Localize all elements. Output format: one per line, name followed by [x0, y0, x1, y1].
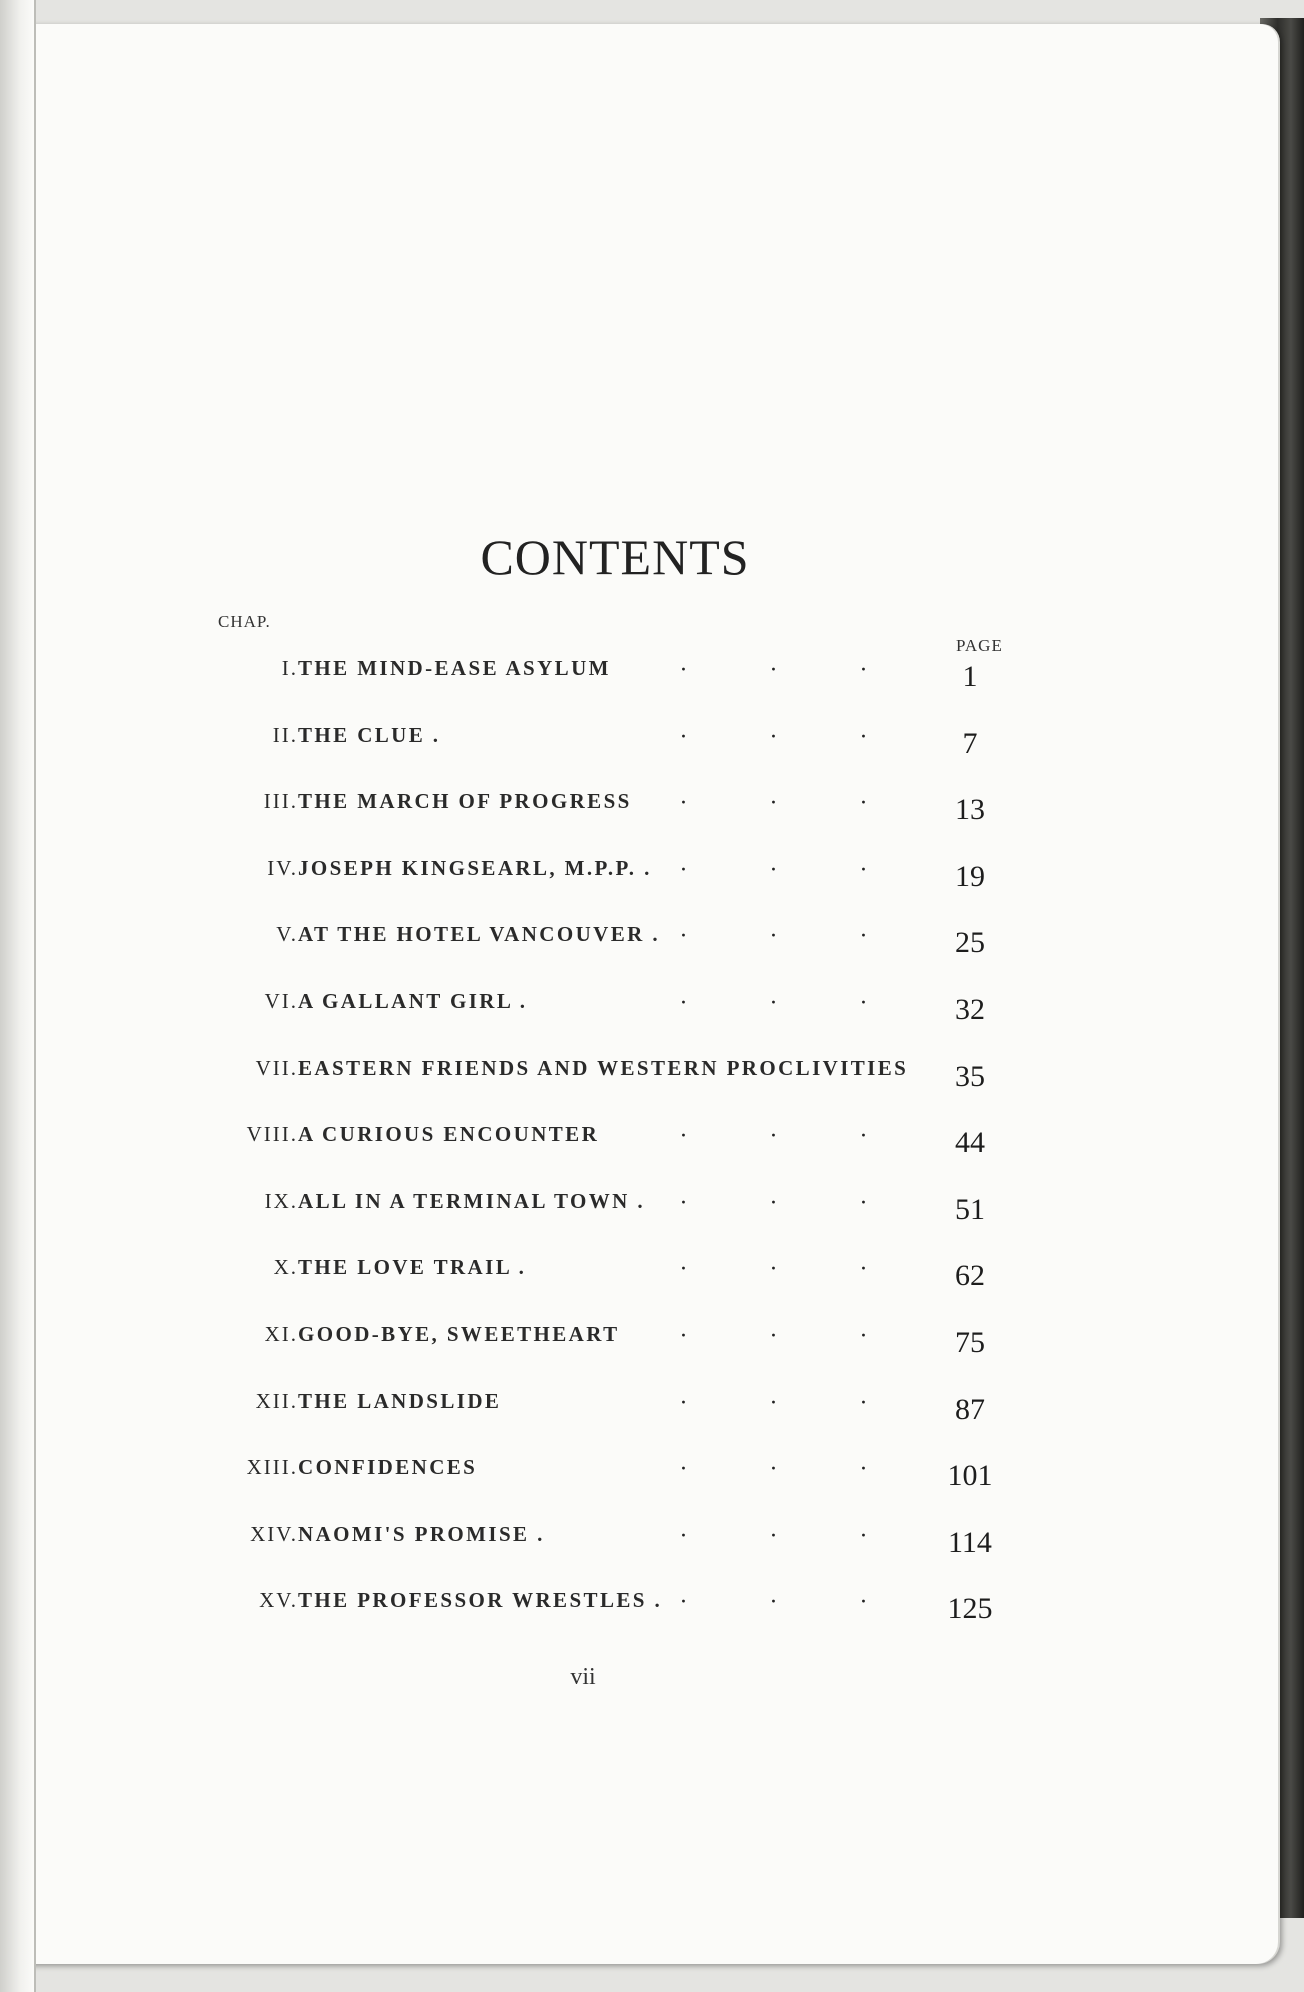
leader-dot: ·: [860, 1523, 867, 1549]
chapter-number: VI.: [264, 988, 298, 1013]
chapter-title: ALL IN A TERMINAL TOWN .: [298, 1188, 646, 1213]
toc-row: [0, 1389, 1252, 1456]
page-title: CONTENTS: [480, 529, 750, 585]
toc-row: [0, 989, 1252, 1056]
toc-row: [0, 723, 1252, 790]
leader-dot: ·: [680, 658, 687, 683]
leader-dot: ·: [680, 1523, 687, 1549]
leader-dot: ·: [770, 857, 777, 883]
leader-dot: ·: [860, 724, 867, 750]
chapter-title: A GALLANT GIRL .: [298, 988, 528, 1013]
leader-dot: ·: [680, 1190, 687, 1216]
toc-row: [0, 1122, 1252, 1189]
leader-dot: ·: [770, 1523, 777, 1549]
leader-dot: ·: [860, 1323, 867, 1349]
page-column-label: PAGE: [956, 636, 1003, 655]
chapter-title: CONFIDENCES: [298, 1455, 478, 1480]
chapter-title: A CURIOUS ENCOUNTER: [298, 1122, 600, 1147]
toc-row: [0, 922, 1252, 989]
leader-dot: ·: [770, 1590, 777, 1616]
toc-row: [0, 789, 1252, 856]
page-folio: vii: [570, 1664, 596, 1690]
leader-dot: ·: [860, 1124, 867, 1150]
page-number: 101: [947, 1459, 993, 1493]
chapter-number: V.: [276, 922, 298, 947]
leader-dot: ·: [860, 990, 867, 1016]
toc-row: [0, 1322, 1252, 1389]
leader-dot: ·: [860, 1390, 867, 1416]
leader-dot: ·: [770, 1323, 777, 1349]
leader-dot: ·: [680, 1124, 687, 1150]
toc-row: [0, 656, 1252, 723]
toc-row: [0, 1522, 1252, 1589]
page-number: 32: [955, 992, 985, 1026]
page-number: 62: [955, 1259, 985, 1293]
leader-dot: ·: [770, 1257, 777, 1283]
table-of-contents: [0, 656, 1252, 1655]
toc-row: [0, 1255, 1252, 1322]
page-number: 51: [955, 1192, 985, 1226]
leader-dot: ·: [860, 658, 867, 683]
leader-dot: ·: [680, 857, 687, 883]
chapter-title: THE MIND-EASE ASYLUM: [298, 656, 611, 680]
page-number: 13: [955, 793, 985, 827]
leader-dot: ·: [770, 791, 777, 817]
leader-dot: ·: [680, 1457, 687, 1483]
chap-column-label: CHAP.: [218, 612, 271, 631]
chapter-number: III.: [263, 789, 298, 814]
leader-dot: ·: [680, 1590, 687, 1616]
page-number: 35: [955, 1059, 985, 1093]
leader-dot: ·: [770, 1124, 777, 1150]
chapter-title: NAOMI'S PROMISE .: [298, 1521, 545, 1546]
chapter-number: X.: [273, 1255, 298, 1280]
page-number: 1: [962, 660, 978, 693]
chapter-title: EASTERN FRIENDS AND WESTERN PROCLIVITIES: [298, 1055, 909, 1080]
leader-dot: ·: [680, 724, 687, 750]
leader-dot: ·: [860, 1190, 867, 1216]
chapter-number: IX.: [264, 1188, 298, 1213]
chapter-title: THE CLUE .: [298, 722, 441, 747]
leader-dot: ·: [680, 924, 687, 950]
page-number: 125: [947, 1592, 993, 1626]
page-number: 114: [948, 1525, 992, 1559]
toc-row: [0, 856, 1252, 923]
leader-dot: ·: [770, 724, 777, 750]
leader-dot: ·: [770, 1390, 777, 1416]
leader-dot: ·: [680, 1323, 687, 1349]
page-number: 25: [955, 926, 985, 960]
leader-dot: ·: [860, 924, 867, 950]
leader-dot: ·: [770, 924, 777, 950]
chapter-number: XI.: [264, 1321, 298, 1346]
chapter-title: AT THE HOTEL VANCOUVER .: [298, 922, 660, 947]
page-number: 7: [962, 726, 978, 760]
toc-row: [0, 1588, 1252, 1655]
leader-dot: ·: [860, 1590, 867, 1616]
chapter-number: I.: [281, 656, 298, 680]
leader-dot: ·: [770, 1457, 777, 1483]
leader-dot: ·: [860, 791, 867, 817]
chapter-number: XV.: [259, 1588, 298, 1613]
leader-dot: ·: [860, 1257, 867, 1283]
toc-row: [0, 1189, 1252, 1256]
toc-row: [0, 1056, 1252, 1123]
leader-dot: ·: [680, 990, 687, 1016]
chapter-title: THE MARCH OF PROGRESS: [298, 789, 632, 814]
page-number: 19: [955, 859, 985, 893]
chapter-number: VIII.: [246, 1122, 298, 1147]
leader-dot: ·: [680, 1390, 687, 1416]
chapter-title: GOOD-BYE, SWEETHEART: [298, 1321, 620, 1346]
leader-dot: ·: [680, 1257, 687, 1283]
chapter-title: THE LOVE TRAIL .: [298, 1255, 527, 1280]
leader-dot: ·: [770, 1190, 777, 1216]
chapter-title: THE PROFESSOR WRESTLES .: [298, 1588, 663, 1613]
chapter-number: XIV.: [250, 1521, 298, 1546]
leader-dot: ·: [860, 857, 867, 883]
chapter-number: XII.: [255, 1388, 298, 1413]
chapter-title: JOSEPH KINGSEARL, M.P.P. .: [298, 855, 652, 880]
chapter-title: THE LANDSLIDE: [298, 1388, 502, 1413]
chapter-number: VII.: [255, 1055, 298, 1080]
page-number: 44: [955, 1126, 985, 1160]
leader-dot: ·: [860, 1457, 867, 1483]
toc-row: [0, 1455, 1252, 1522]
chapter-number: XIII.: [246, 1455, 298, 1480]
leader-dot: ·: [770, 658, 777, 683]
leader-dot: ·: [680, 791, 687, 817]
chapter-number: II.: [272, 722, 298, 747]
page-number: 75: [955, 1325, 985, 1359]
leader-dot: ·: [770, 990, 777, 1016]
chapter-number: IV.: [267, 855, 298, 880]
page-number: 87: [955, 1392, 985, 1426]
